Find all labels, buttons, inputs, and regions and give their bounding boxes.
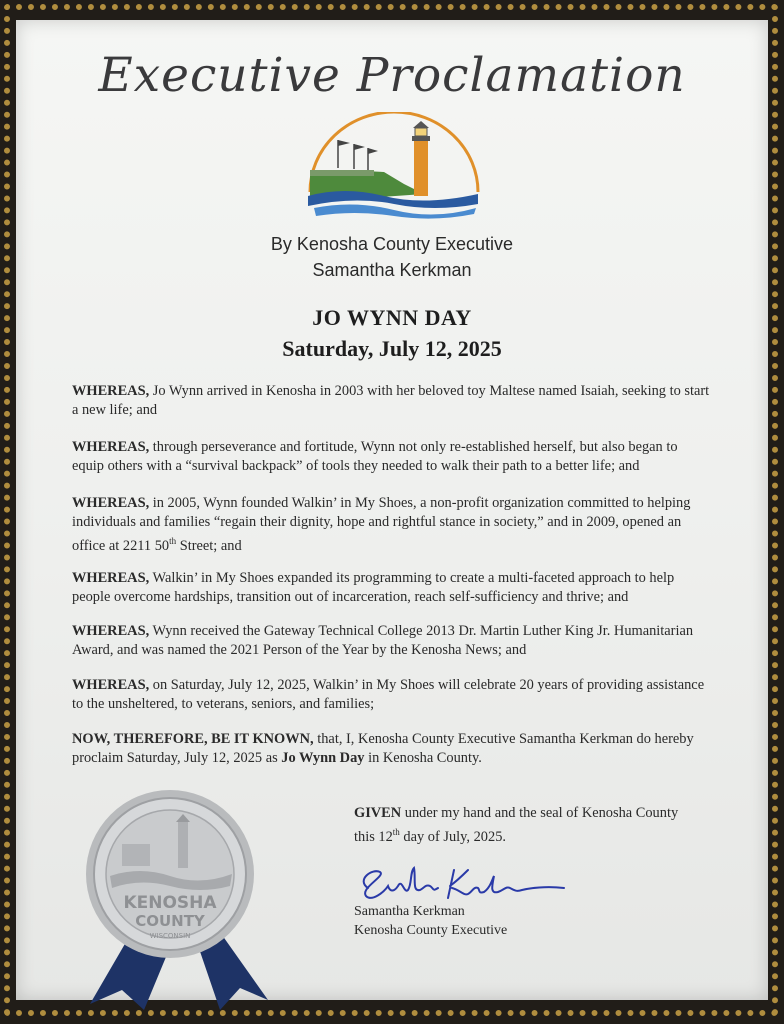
kenosha-county-logo-icon (304, 112, 484, 230)
whereas-text: Walkin’ in My Shoes expanded its programming to create a multi-faceted approach to help people overcome hardships, transition out of incarceration, reach self-sufficiency and thrive; and (72, 570, 675, 605)
resolution-paragraph (72, 730, 712, 768)
ordinal-suffix: th (169, 536, 177, 546)
by-line (16, 231, 768, 283)
given-date-text: this 12 (354, 828, 393, 845)
whereas-paragraph (72, 438, 712, 476)
proclamation-name: JO WYNN DAY (312, 305, 472, 330)
given-date-text-end: day of July, 2025. (399, 828, 506, 845)
seal-text-kenosha: KENOSHA (123, 893, 217, 913)
signer-title: Kenosha County Executive (354, 923, 508, 938)
given-statement (354, 804, 714, 847)
by-line-office: By Kenosha County Executive (270, 234, 514, 254)
given-ordinal-suffix: th (392, 827, 400, 837)
whereas-lead: WHEREAS, (72, 495, 150, 511)
resolution-text: that, I, Kenosha County Executive Samantha Kerkman do hereby proclaim Saturday, July 12, 2025 as (72, 731, 694, 766)
whereas-text: Wynn received the Gateway Technical College 2013 Dr. Martin Luther King Jr. Humanitarian Award, and was named the 2021 Person of the Year by the Kenosha News; and (72, 623, 694, 658)
resolution-text-end: in Kenosha County. (364, 750, 482, 766)
seal-text-state: WISCONSIN (149, 932, 191, 940)
whereas-text: through perseverance and fortitude, Wynn not only re-established herself, but also began to equip others with a “survival backpack” of tools they needed to walk their path to a better life; and (72, 439, 678, 474)
by-line-name: Samantha Kerkman (312, 260, 472, 280)
county-seal-icon (70, 778, 270, 1010)
signer-name: Samantha Kerkman (354, 904, 465, 919)
proclamation-paper (16, 20, 768, 1000)
whereas-paragraph (72, 676, 712, 714)
whereas-lead: WHEREAS, (72, 570, 150, 586)
proclamation-title: Executive Proclamation (98, 48, 686, 103)
signer-block (354, 902, 507, 940)
whereas-paragraph (72, 569, 712, 607)
seal-text-county: COUNTY (135, 912, 205, 930)
whereas-lead: WHEREAS, (72, 677, 150, 693)
proclaimed-day: Jo Wynn Day (281, 750, 365, 766)
whereas-lead: WHEREAS, (72, 623, 150, 639)
handwritten-signature (350, 858, 570, 906)
whereas-text: on Saturday, July 12, 2025, Walkin’ in My Shoes will celebrate 20 years of providing assistance to the unsheltered, to veterans, seniors, and families; (72, 677, 705, 712)
whereas-paragraph (72, 382, 712, 420)
whereas-text: Jo Wynn arrived in Kenosha in 2003 with her beloved toy Maltese named Isaiah, seeking to start a new life; and (72, 383, 710, 418)
whereas-paragraph (72, 622, 712, 660)
given-lead: GIVEN (354, 805, 402, 821)
given-text: under my hand and the seal of Kenosha County (401, 805, 679, 821)
resolution-lead: NOW, THEREFORE, BE IT KNOWN, (72, 731, 314, 747)
whereas-lead: WHEREAS, (72, 383, 150, 399)
whereas-lead: WHEREAS, (72, 439, 150, 455)
whereas-text-end: Street; and (176, 537, 242, 554)
whereas-paragraph (72, 494, 712, 556)
whereas-text: in 2005, Wynn founded Walkin’ in My Shoes, a non-profit organization committed to helping individuals and families “regain their dignity, hope and rightful stance in society,” and in 2009, opened an office at 2211 50 (72, 495, 691, 554)
proclamation-date: Saturday, July 12, 2025 (282, 336, 502, 361)
